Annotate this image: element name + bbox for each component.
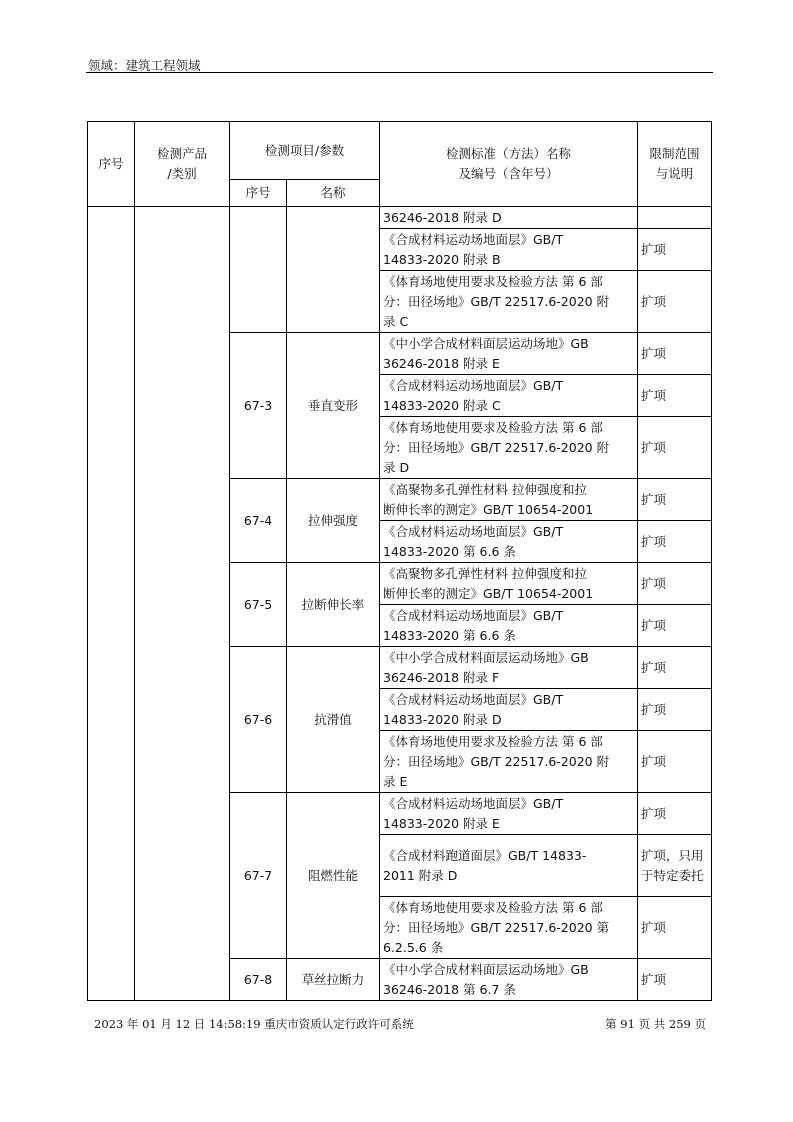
standard-line: 14833-2020 附录 B <box>383 251 501 267</box>
item-name: 草丝拉断力 <box>287 959 380 1001</box>
limit-cell: 扩项 <box>638 229 712 271</box>
item-name <box>287 207 380 333</box>
standard-line: 断伸长率的测定》GB/T 10654-2001 <box>383 585 594 601</box>
standard-line: 断伸长率的测定》GB/T 10654-2001 <box>383 501 594 517</box>
standard-cell <box>380 731 638 793</box>
item-name: 垂直变形 <box>287 333 380 479</box>
standard-line: 《合成材料运动场地面层》GB/T <box>383 795 564 811</box>
standard-line: 14833-2020 第 6.6 条 <box>383 543 516 559</box>
table-row <box>88 207 712 229</box>
standard-line: 《中小学合成材料面层运动场地》GB <box>383 335 589 351</box>
limit-cell <box>638 207 712 229</box>
standard-line: 《合成材料跑道面层》GB/T 14833- <box>383 847 587 863</box>
standard-cell <box>380 229 638 271</box>
standard-line: 14833-2020 第 6.6 条 <box>383 627 516 643</box>
standard-cell <box>380 521 638 563</box>
standard-line: 《合成材料运动场地面层》GB/T <box>383 231 564 247</box>
standard-line: 《高聚物多孔弹性材料 拉伸强度和拉 <box>383 481 587 497</box>
standard-line: 《高聚物多孔弹性材料 拉伸强度和拉 <box>383 565 587 581</box>
standard-line: 《体育场地使用要求及检验方法 第 6 部 <box>383 733 603 749</box>
item-name: 抗滑值 <box>287 647 380 793</box>
limit-cell: 扩项 <box>638 793 712 835</box>
standard-line: 14833-2020 附录 C <box>383 397 501 413</box>
limit-cell: 扩项 <box>638 271 712 333</box>
standard-line: 6.2.5.6 条 <box>383 939 444 955</box>
limit-cell: 扩项 <box>638 417 712 479</box>
item-seq <box>230 207 287 333</box>
item-name: 阻燃性能 <box>287 793 380 959</box>
limit-cell: 扩项 <box>638 521 712 563</box>
product-seq-cell <box>88 207 135 1001</box>
standard-line: 分：田径场地》GB/T 22517.6-2020 附 <box>383 753 610 769</box>
standard-cell <box>380 897 638 959</box>
standard-line: 《合成材料运动场地面层》GB/T <box>383 377 564 393</box>
limit-cell: 扩项 <box>638 333 712 375</box>
header-limit: 限制范围 与说明 <box>638 122 712 207</box>
standard-line: 《体育场地使用要求及检验方法 第 6 部 <box>383 273 603 289</box>
limit-cell: 扩项 <box>638 689 712 731</box>
standard-line: 录 C <box>383 313 409 329</box>
standard-cell <box>380 271 638 333</box>
standard-cell <box>380 479 638 521</box>
standard-line: 《中小学合成材料面层运动场地》GB <box>383 961 589 977</box>
standard-cell <box>380 375 638 417</box>
item-name: 拉断伸长率 <box>287 563 380 647</box>
standard-cell <box>380 417 638 479</box>
item-seq: 67-8 <box>230 959 287 1001</box>
standard-cell <box>380 647 638 689</box>
header-rule <box>86 72 713 73</box>
standard-cell <box>380 689 638 731</box>
standard-line: 《体育场地使用要求及检验方法 第 6 部 <box>383 419 603 435</box>
page-footer <box>94 1016 706 1032</box>
limit-cell: 扩项 <box>638 731 712 793</box>
standard-line: 录 D <box>383 459 410 475</box>
item-seq: 67-4 <box>230 479 287 563</box>
limit-cell: 扩项 <box>638 647 712 689</box>
standard-line: 36246-2018 附录 F <box>383 669 500 685</box>
header-product: 检测产品 /类别 <box>135 122 230 207</box>
standard-line: 14833-2020 附录 E <box>383 815 500 831</box>
item-seq: 67-3 <box>230 333 287 479</box>
standard-cell <box>380 333 638 375</box>
limit-cell: 扩项 <box>638 563 712 605</box>
standard-line: 录 E <box>383 773 408 789</box>
standard-line: 分：田径场地》GB/T 22517.6-2020 附 <box>383 293 610 309</box>
limit-cell: 扩项 <box>638 959 712 1001</box>
limit-cell: 扩项，只用于特定委托 <box>638 835 712 897</box>
footer-timestamp: 2023 年 01 月 12 日 14:58:19 重庆市资质认定行政许可系统 <box>94 1017 414 1031</box>
footer-page-number: 第 91 页 共 259 页 <box>605 1017 706 1031</box>
standard-line: 14833-2020 附录 D <box>383 711 502 727</box>
standards-table <box>87 121 712 1001</box>
limit-cell: 扩项 <box>638 897 712 959</box>
item-name: 拉伸强度 <box>287 479 380 563</box>
header-standard: 检测标准（方法）名称 及编号（含年号） <box>380 122 638 207</box>
standard-line: 分：田径场地》GB/T 22517.6-2020 附 <box>383 439 610 455</box>
standard-line: 36246-2018 第 6.7 条 <box>383 981 516 997</box>
limit-cell: 扩项 <box>638 605 712 647</box>
standard-line: 36246-2018 附录 D <box>383 209 502 225</box>
standard-line: 分：田径场地》GB/T 22517.6-2020 第 <box>383 919 610 935</box>
standard-line: 《合成材料运动场地面层》GB/T <box>383 691 564 707</box>
standard-line: 36246-2018 附录 E <box>383 355 500 371</box>
limit-cell: 扩项 <box>638 479 712 521</box>
header-item-name: 名称 <box>287 180 380 207</box>
item-seq: 67-5 <box>230 563 287 647</box>
item-seq: 67-7 <box>230 793 287 959</box>
header-item: 检测项目/参数 <box>230 122 380 180</box>
limit-cell: 扩项 <box>638 375 712 417</box>
standard-line: 《中小学合成材料面层运动场地》GB <box>383 649 589 665</box>
standard-cell <box>380 605 638 647</box>
header-item-seq: 序号 <box>230 180 287 207</box>
standard-cell <box>380 835 638 897</box>
standard-line: 《体育场地使用要求及检验方法 第 6 部 <box>383 899 603 915</box>
standard-cell <box>380 207 638 229</box>
standard-cell <box>380 793 638 835</box>
standard-line: 《合成材料运动场地面层》GB/T <box>383 523 564 539</box>
standard-line: 2011 附录 D <box>383 867 458 883</box>
standard-cell <box>380 959 638 1001</box>
page-header: 领域：建筑工程领域 <box>88 58 201 73</box>
item-seq: 67-6 <box>230 647 287 793</box>
standard-line: 《合成材料运动场地面层》GB/T <box>383 607 564 623</box>
standard-cell <box>380 563 638 605</box>
header-seq: 序号 <box>88 122 135 207</box>
product-name-cell <box>135 207 230 1001</box>
